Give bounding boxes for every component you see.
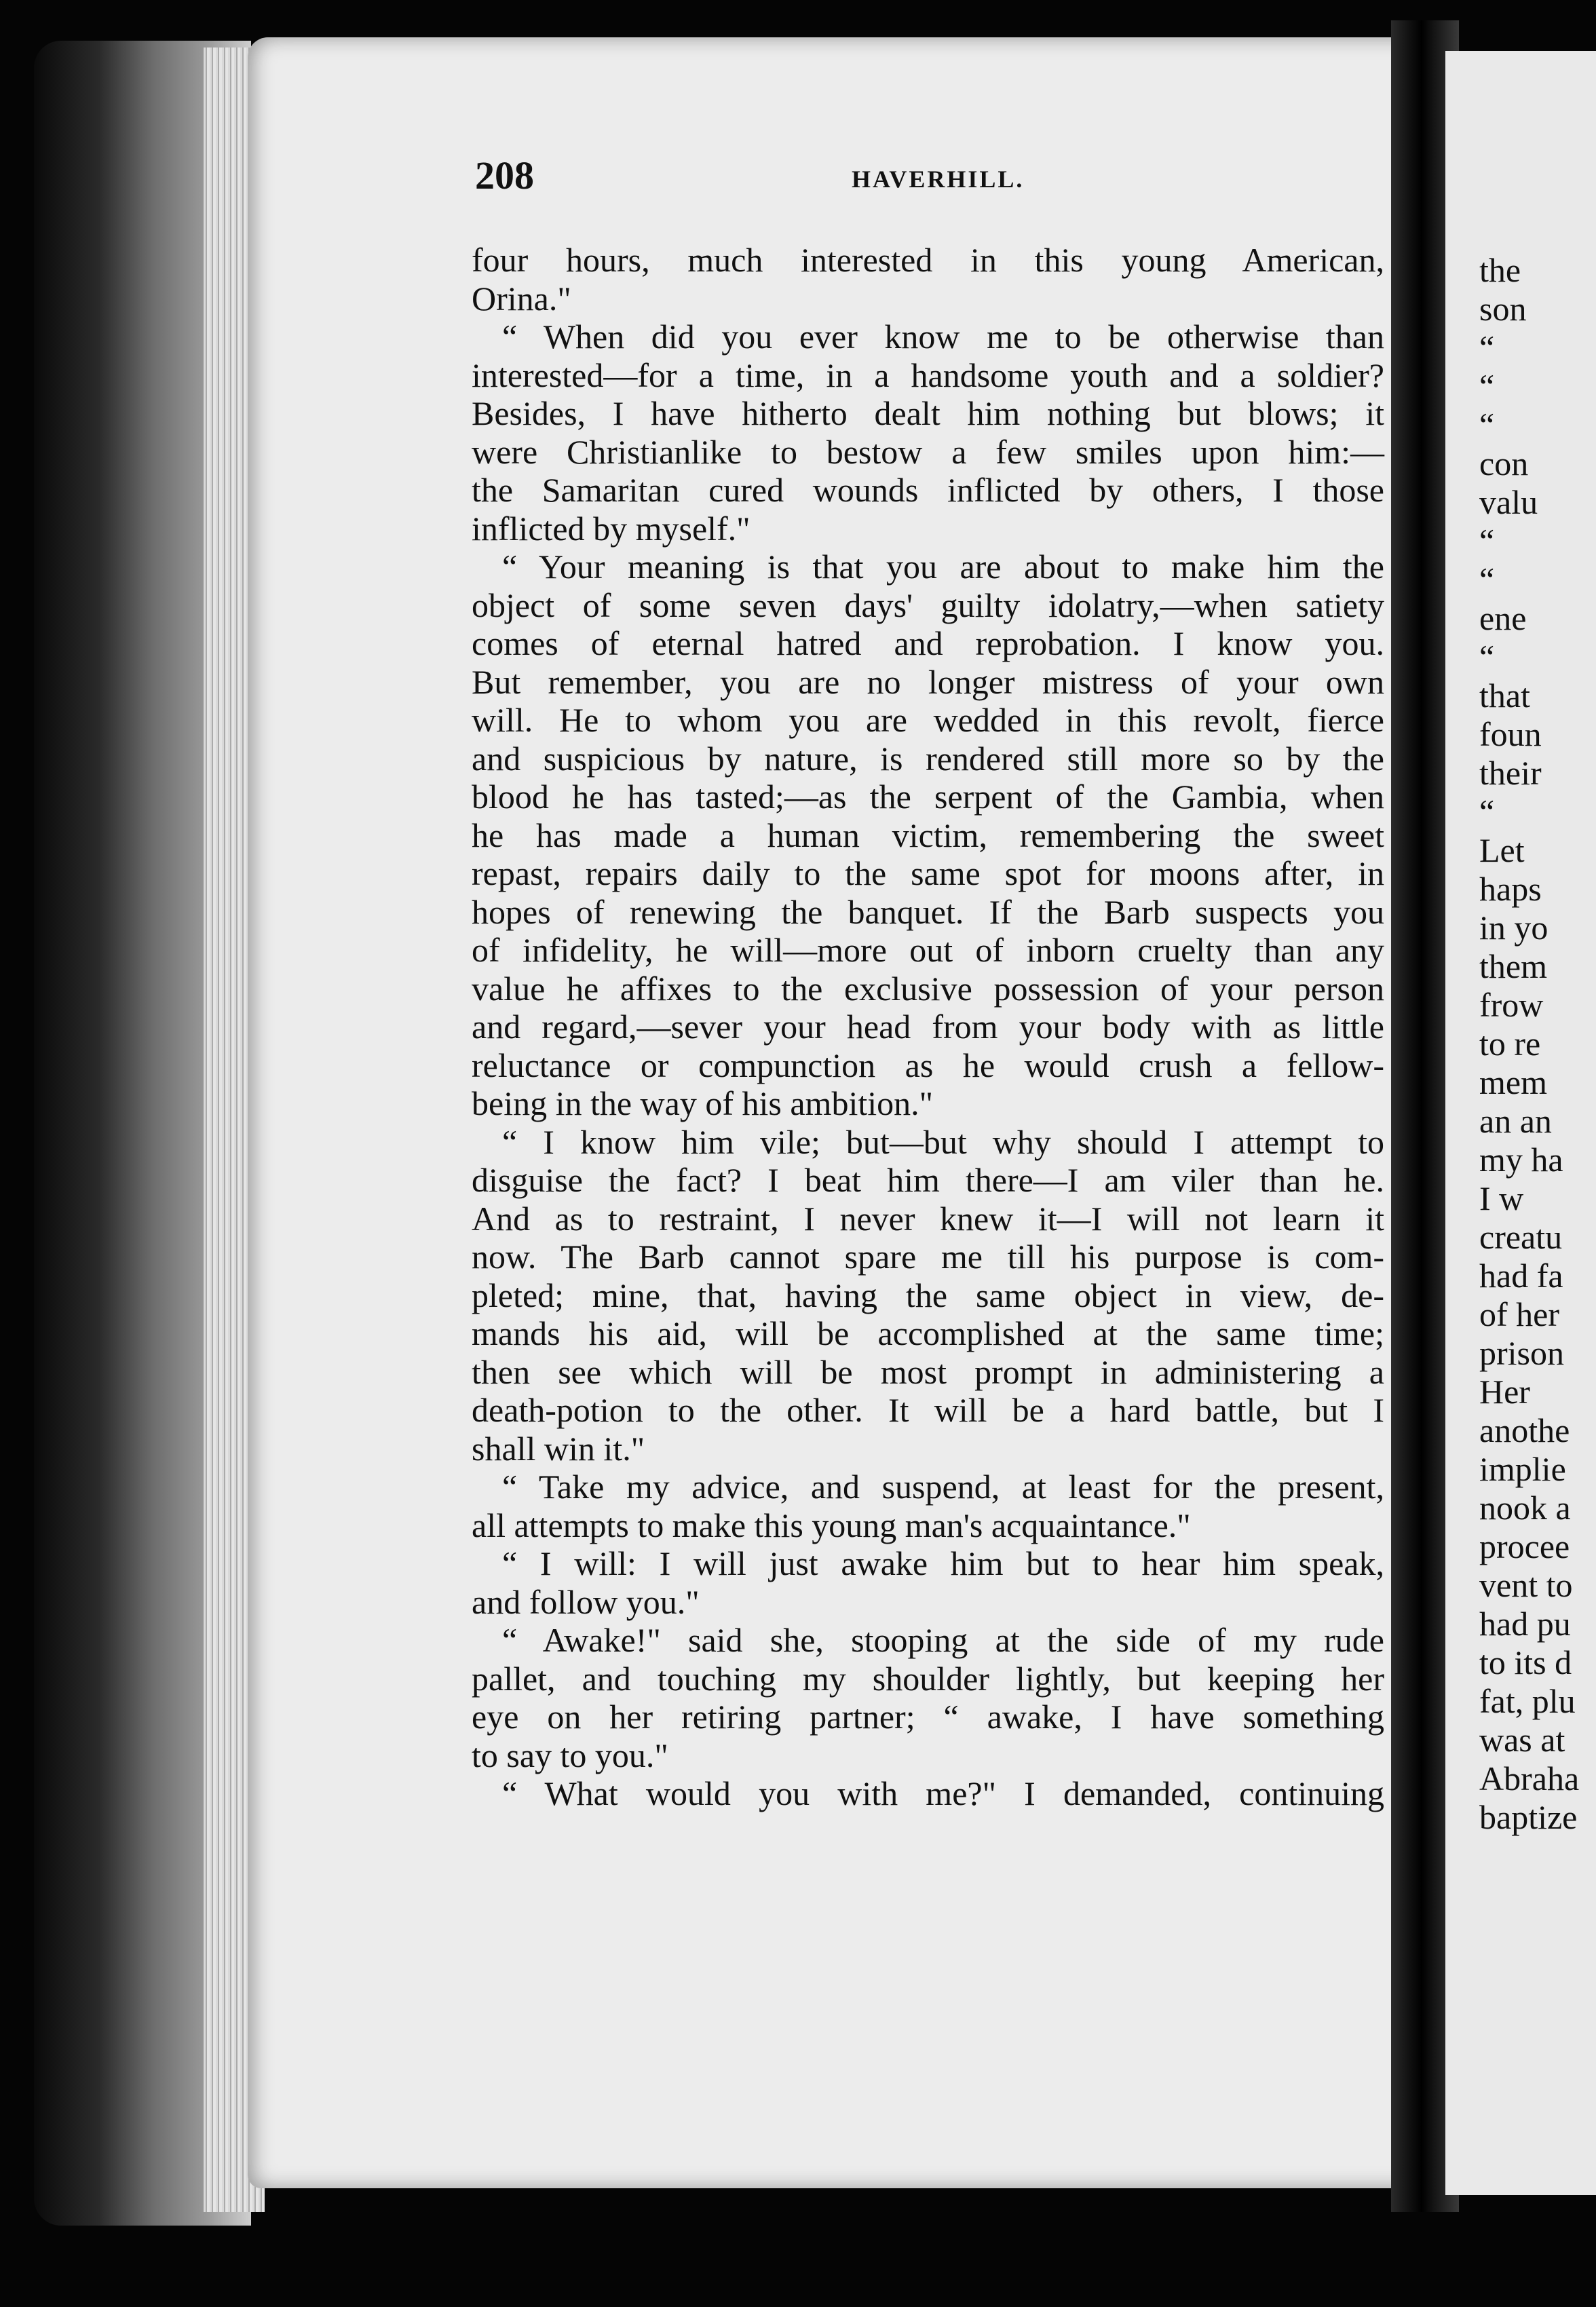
facing-line-fragment: Her — [1479, 1373, 1530, 1411]
facing-line-fragment: Abraha — [1479, 1759, 1580, 1797]
text-line: “ Your meaning is that you are about to make him the — [502, 548, 1384, 586]
facing-line-fragment: “ — [1479, 793, 1495, 831]
facing-line-fragment: vent to — [1479, 1566, 1573, 1604]
text-line: value he affixes to the exclusive possession of your person — [472, 969, 1384, 1008]
text-line: of infidelity, he will—more out of inborn cruelty than any — [472, 931, 1384, 969]
facing-line-fragment: their — [1479, 754, 1542, 792]
facing-line-fragment: had pu — [1479, 1605, 1571, 1643]
facing-line-fragment: haps — [1479, 870, 1542, 908]
text-line: Orina." — [472, 279, 571, 318]
text-line: “ When did you ever know me to be otherwise than — [502, 318, 1384, 356]
facing-line-fragment: the — [1479, 251, 1521, 289]
text-line: eye on her retiring partner; “ awake, I have something — [472, 1698, 1384, 1736]
facing-line-fragment: con — [1479, 444, 1529, 482]
facing-line-fragment: them — [1479, 947, 1547, 985]
facing-line-fragment: to its d — [1479, 1643, 1572, 1681]
text-line: death-potion to the other. It will be a hard battle, but I — [472, 1391, 1384, 1429]
facing-line-fragment: baptize — [1479, 1798, 1578, 1836]
facing-line-fragment: “ — [1479, 367, 1495, 405]
text-line: to say to you." — [472, 1736, 668, 1774]
facing-line-fragment: son — [1479, 290, 1527, 328]
facing-line-fragment: nook a — [1479, 1489, 1571, 1527]
text-line: Besides, I have hitherto dealt him nothing but blows; it — [472, 394, 1384, 432]
text-line: pallet, and touching my shoulder lightly, but keeping her — [472, 1659, 1384, 1698]
facing-line-fragment: Let — [1479, 831, 1525, 869]
facing-line-fragment: of her — [1479, 1295, 1559, 1333]
text-line: “ I will: I will just awake him but to hear him speak, — [502, 1544, 1384, 1582]
text-line: inflicted by myself." — [472, 509, 750, 548]
facing-line-fragment: “ — [1479, 406, 1495, 444]
facing-line-fragment: ene — [1479, 599, 1527, 637]
text-line: he has made a human victim, remembering the sweet — [472, 816, 1384, 854]
facing-line-fragment: prison — [1479, 1334, 1564, 1372]
text-line: and follow you." — [472, 1582, 700, 1621]
text-line: object of some seven days' guilty idolatry,—when satiety — [472, 586, 1384, 624]
facing-line-fragment: an an — [1479, 1102, 1552, 1140]
text-line: four hours, much interested in this young American, — [472, 241, 1384, 279]
facing-line-fragment: “ — [1479, 522, 1495, 560]
text-line: all attempts to make this young man's acquaintance." — [472, 1506, 1191, 1544]
page-number: 208 — [475, 153, 534, 197]
text-line: will. He to whom you are wedded in this revolt, fierce — [472, 701, 1384, 739]
text-line: were Christianlike to bestow a few smiles upon him:— — [472, 432, 1384, 471]
facing-line-fragment: “ — [1479, 328, 1495, 366]
text-line: shall win it." — [472, 1429, 645, 1468]
facing-line-fragment: foun — [1479, 715, 1542, 753]
text-line: But remember, you are no longer mistress of your own — [472, 662, 1384, 701]
facing-line-fragment: creatu — [1479, 1218, 1563, 1256]
facing-line-fragment: to re — [1479, 1025, 1541, 1063]
text-line: interested—for a time, in a handsome youth and a soldier? — [472, 356, 1384, 394]
text-line: “ Awake!" said she, stooping at the side of my rude — [502, 1621, 1384, 1659]
facing-line-fragment: “ — [1479, 560, 1495, 598]
facing-line-fragment: fat, plu — [1479, 1682, 1576, 1720]
text-line: disguise the fact? I beat him there—I am viler than he. — [472, 1161, 1384, 1199]
text-line: “ I know him vile; but—but why should I attempt to — [502, 1122, 1384, 1161]
text-line: repast, repairs daily to the same spot for moons after, in — [472, 854, 1384, 892]
facing-line-fragment: my ha — [1479, 1141, 1563, 1179]
text-line: and regard,—sever your head from your body with as little — [472, 1008, 1384, 1046]
facing-line-fragment: anothe — [1479, 1411, 1570, 1449]
text-line: and suspicious by nature, is rendered still more so by the — [472, 739, 1384, 778]
text-line: hopes of renewing the banquet. If the Barb suspects you — [472, 892, 1384, 931]
facing-line-fragment: frow — [1479, 986, 1544, 1024]
facing-line-fragment: had fa — [1479, 1257, 1563, 1295]
facing-line-fragment: “ — [1479, 638, 1495, 676]
text-line: being in the way of his ambition." — [472, 1084, 934, 1122]
facing-line-fragment: procee — [1479, 1527, 1570, 1565]
facing-line-fragment: was at — [1479, 1721, 1565, 1759]
facing-line-fragment: in yo — [1479, 909, 1548, 947]
text-line: “ What would you with me?" I demanded, continuing — [502, 1774, 1384, 1812]
text-line: reluctance or compunction as he would crush a fellow- — [472, 1046, 1384, 1084]
body-text — [472, 241, 1384, 1813]
text-line: blood he has tasted;—as the serpent of the Gambia, when — [472, 778, 1384, 816]
running-head: HAVERHILL. — [852, 166, 1025, 193]
text-line: comes of eternal hatred and reprobation. I know you. — [472, 624, 1384, 662]
facing-line-fragment: mem — [1479, 1063, 1547, 1101]
facing-line-fragment: valu — [1479, 483, 1538, 521]
text-line: the Samaritan cured wounds inflicted by others, I those — [472, 471, 1384, 509]
page-header — [475, 153, 1384, 207]
text-line: pleted; mine, that, having the same object in view, de- — [472, 1276, 1384, 1314]
facing-line-fragment: that — [1479, 676, 1530, 714]
text-line: “ Take my advice, and suspend, at least for the present, — [502, 1468, 1384, 1506]
text-line: now. The Barb cannot spare me till his purpose is com- — [472, 1238, 1384, 1276]
text-line: mands his aid, will be accomplished at the same time; — [472, 1314, 1384, 1352]
facing-line-fragment: implie — [1479, 1450, 1566, 1488]
facing-line-fragment: I w — [1479, 1179, 1524, 1217]
text-line: then see which will be most prompt in administering a — [472, 1352, 1384, 1391]
facing-page-text — [1479, 251, 1596, 1837]
text-line: And as to restraint, I never knew it—I will not learn it — [472, 1199, 1384, 1238]
